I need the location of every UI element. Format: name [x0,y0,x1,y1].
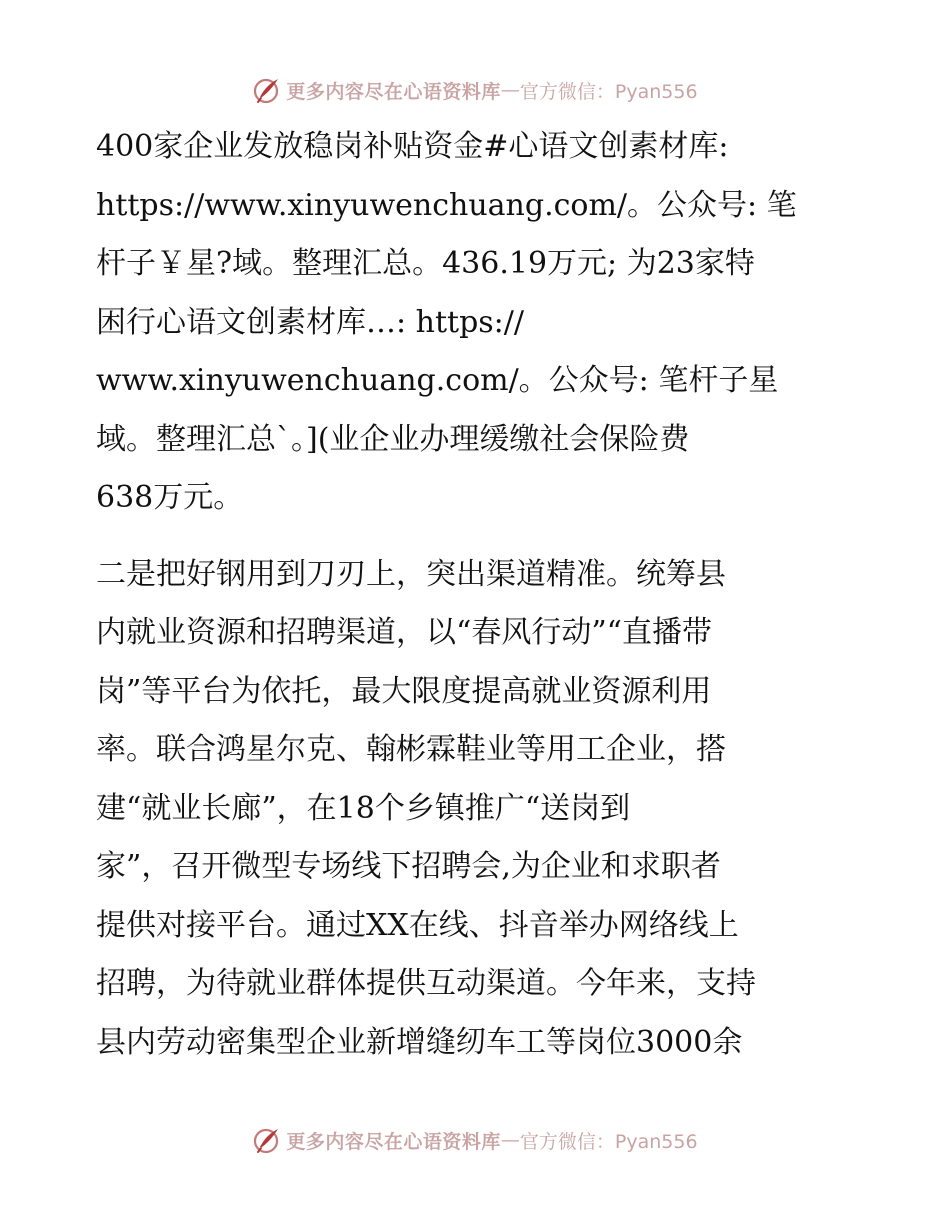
text-line: 率。联合鸿星尔克、翰彬霖鞋业等用工企业，搭 [96,732,726,767]
footer-watermark [0,1120,950,1160]
watermark-separator: — [500,79,520,101]
text-line: https://www.xinyuwenchuang.com/。公众号: 笔 [96,187,797,223]
paragraph-gap [96,528,876,546]
text-line: 638万元。 [96,480,244,515]
text-line: 招聘，为待就业群体提供互动渠道。今年来，支持 [96,966,756,1001]
watermark-contact: 官方微信：Pyan556 [519,1130,698,1153]
text-line: www.xinyuwenchuang.com/。公众号: 笔杆子星 [96,363,779,398]
text-line: 提供对接平台。通过XX在线、抖音举办网络线上 [96,907,739,943]
text-line: 家”，召开微型专场线下招聘会,为企业和求职者 [96,849,721,884]
text-line: 二是把好钢用到刀刃上，突出渠道精准。统筹县 [96,556,726,592]
header-watermark [0,70,950,110]
watermark-contact: 官方微信：Pyan556 [519,80,698,103]
paragraph-2 [96,546,876,1073]
text-line: 400家企业发放稳岗补贴资金#心语文创素材库: [96,129,729,164]
watermark-text: 更多内容尽在心语资料库 [286,1130,501,1153]
watermark-separator: — [500,1129,520,1151]
text-line: 内就业资源和招聘渠道，以“春风行动”“直播带 [96,615,713,650]
text-line: 建“就业长廊”，在18个乡镇推广“送岗到 [96,790,631,826]
watermark-text: 更多内容尽在心语资料库 [286,80,501,103]
text-line: 岗”等平台为依托，最大限度提高就业资源利用 [96,673,712,709]
text-line: 杆子￥星?域。整理汇总。436.19万元; 为23家特 [96,246,755,281]
document-body [96,118,876,1072]
text-line: 域。整理汇总`。](业企业办理缓缴社会保险费 [96,421,690,457]
text-line: 困行心语文创素材库…: https:// [96,304,524,340]
paragraph-1 [96,118,876,528]
text-line: 县内劳动密集型企业新增缝纫车工等岗位3000余 [96,1024,743,1060]
feather-pen-icon [252,1125,282,1155]
feather-pen-icon [252,75,282,105]
